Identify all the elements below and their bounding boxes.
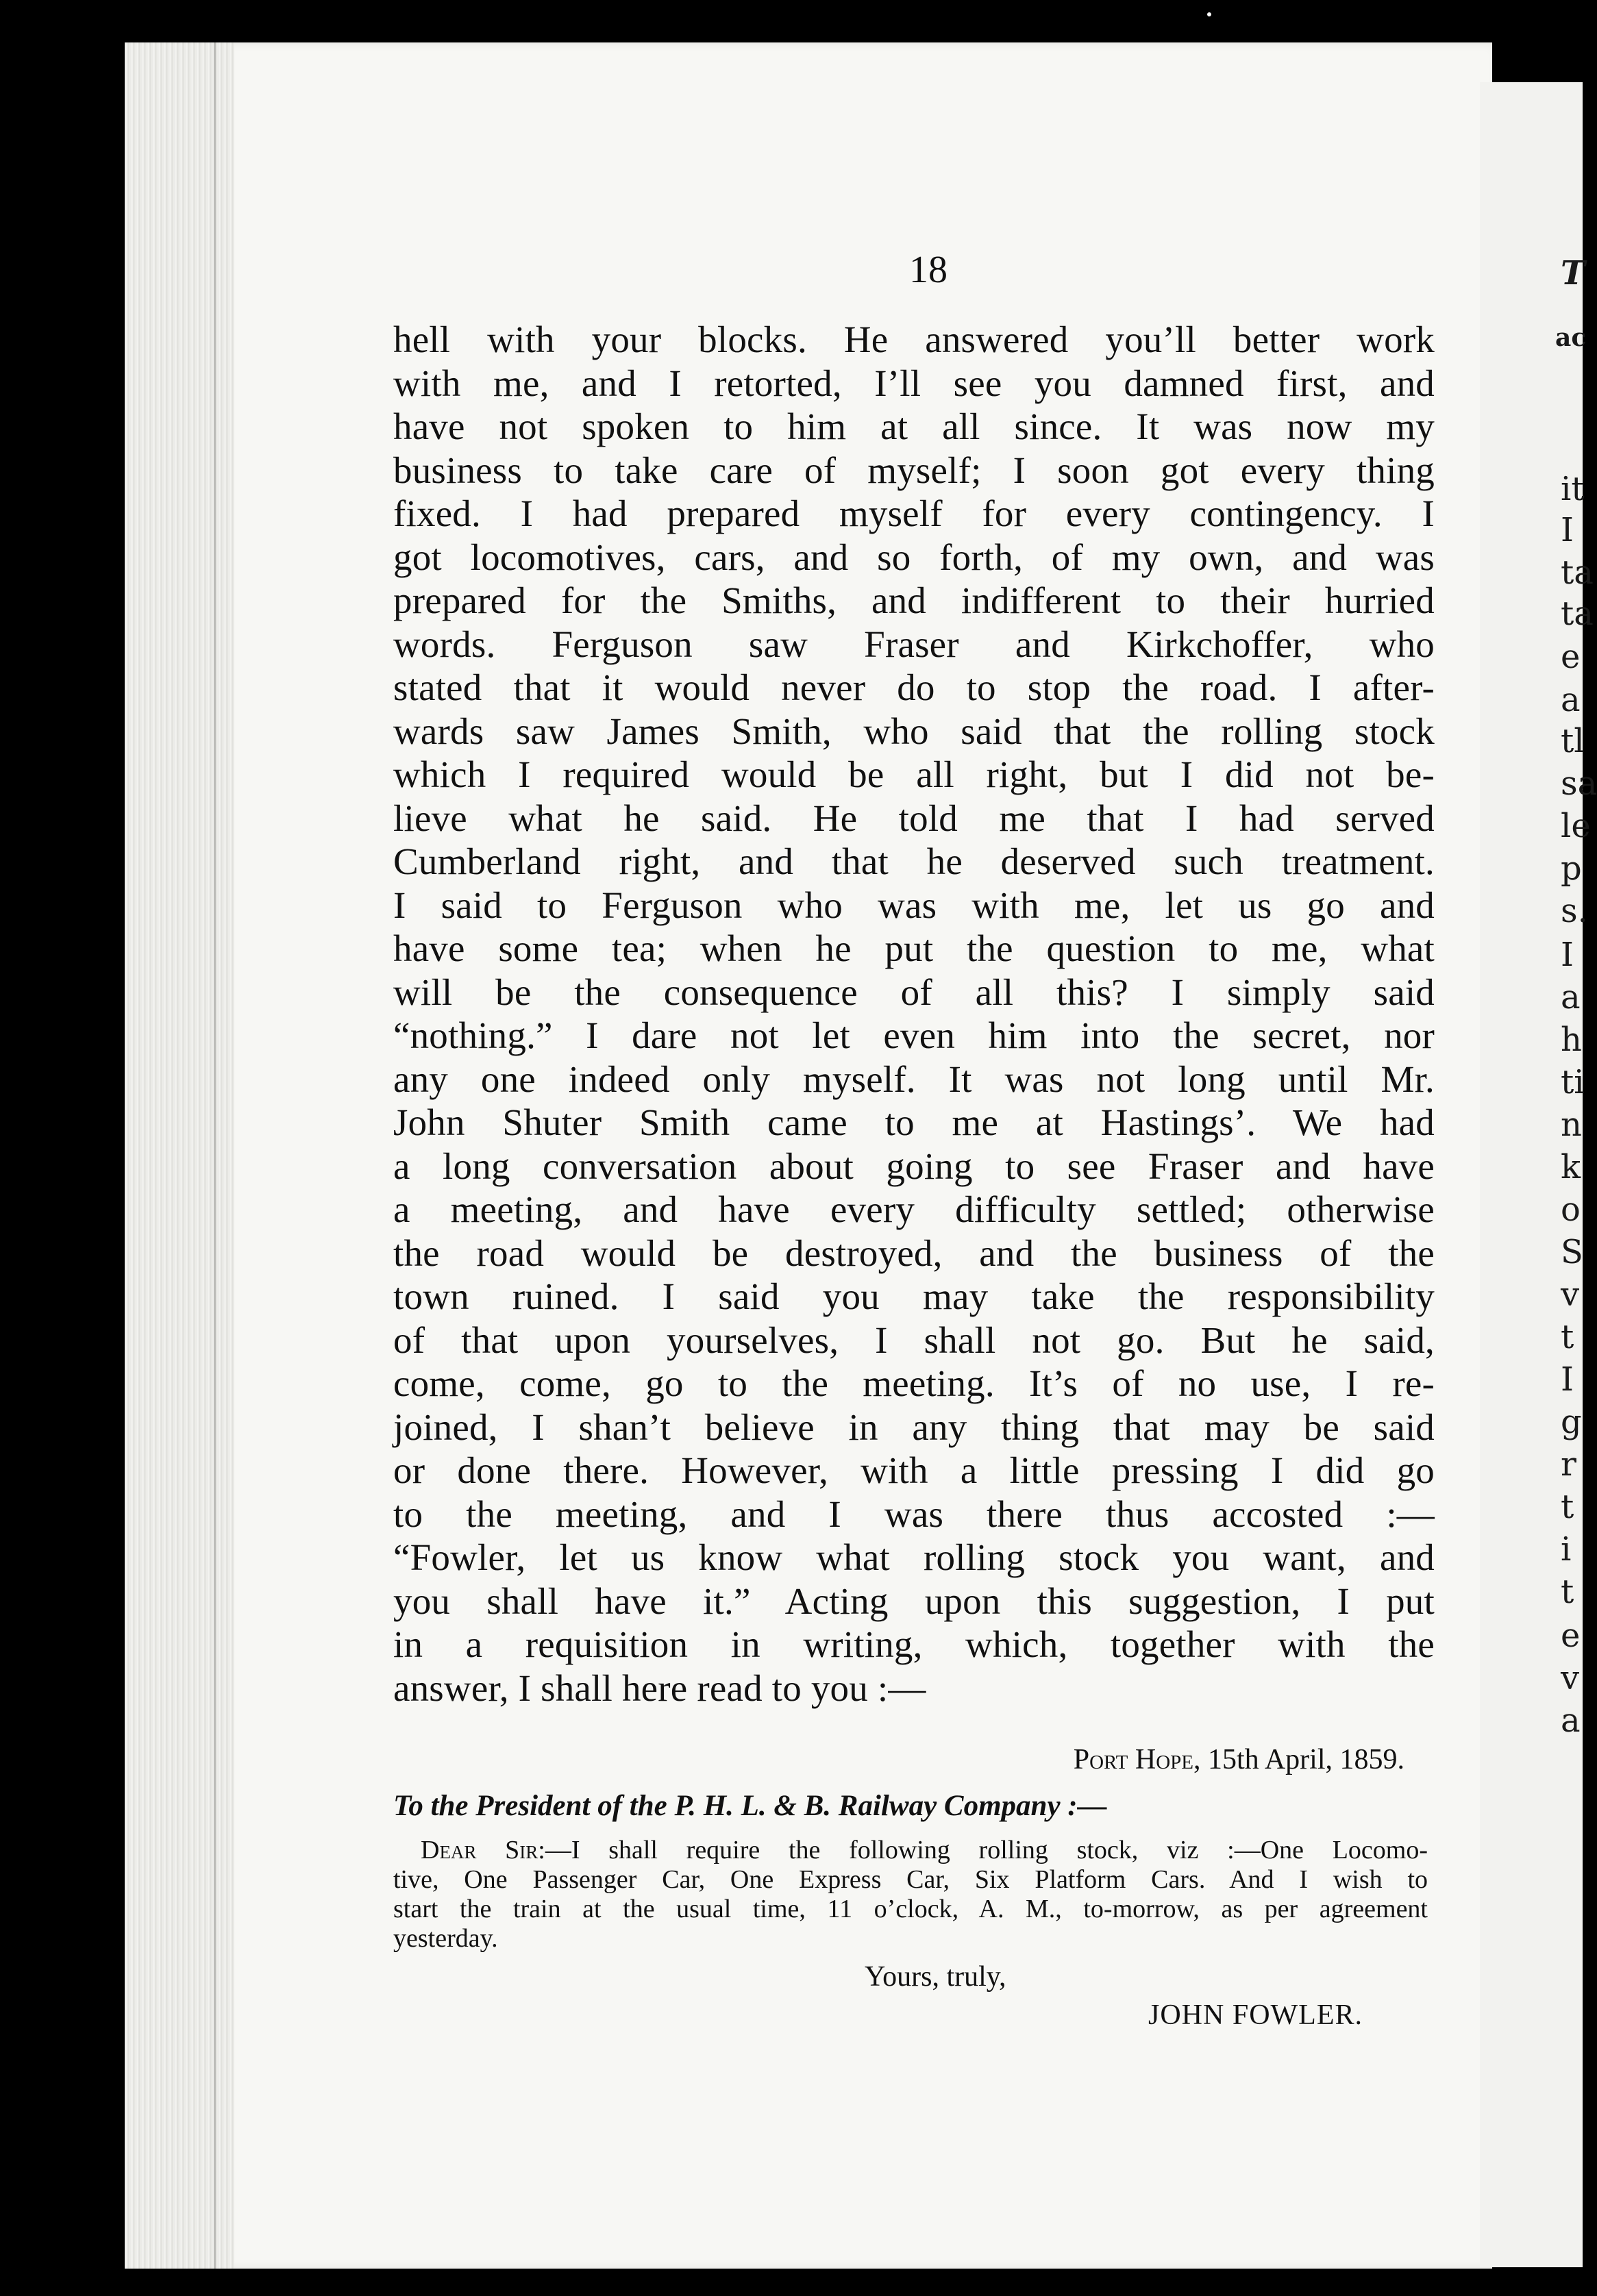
facing-page-fragment: a [1561,681,1581,719]
facing-page-fragment: h [1561,1021,1582,1059]
facing-page-fragment: sa [1561,764,1597,803]
letter-salutation: Dear Sir [421,1836,538,1864]
facing-page-fragment: I [1561,1360,1574,1399]
dateline-place: Port Hope, [1073,1744,1201,1775]
facing-page-fragment: it [1561,470,1585,508]
body-line: of that upon yourselves, I shall not go. But he said, [393,1319,1435,1361]
body-line: you shall have it.” Acting upon this suggestion, I put [393,1580,1435,1622]
facing-page-fragment: k [1561,1148,1581,1186]
letter-line: start the train at the usual time, 11 o’clock, A. M., to-morrow, as per agreement [393,1895,1428,1923]
facing-page-fragment: s. [1561,892,1588,930]
facing-page-fragment: v [1561,1275,1580,1314]
body-line: Cumberland right, and that he deserved such treatment. [393,840,1435,882]
dateline-date: 15th April, 1859. [1207,1744,1404,1775]
body-line: answer, I shall here read to you :— [393,1667,926,1709]
facing-page-fragment: i [1561,1530,1572,1569]
body-line: hell with your blocks. He answered you’ll better work [393,319,1435,360]
body-line: with me, and I retorted, I’ll see you damned first, and [393,362,1435,404]
facing-page-fragment: t [1561,1318,1574,1356]
body-line: a meeting, and have every difficulty settled; otherwise [393,1188,1435,1230]
body-line: any one indeed only myself. It was not long until Mr. [393,1058,1435,1100]
letter-addressee: To the President of the P. H. L. & B. Railway Company :— [393,1790,1107,1822]
facing-page [1480,82,1597,2267]
scan-speck [1207,12,1211,16]
body-line: the road would be destroyed, and the business of the [393,1232,1435,1274]
facing-page-fragment: r [1561,1445,1576,1484]
body-line: lieve what he said. He told me that I had served [393,797,1435,839]
facing-page-fragment: le [1561,807,1591,845]
body-line: a long conversation about going to see Fraser and have [393,1145,1435,1187]
body-text [393,318,1435,1710]
facing-page-fragment: ta [1561,595,1594,633]
facing-page-fragment: t [1561,1488,1574,1526]
body-line: come, come, go to the meeting. It’s of no use, I re- [393,1362,1435,1404]
body-line: wards saw James Smith, who said that the rolling stock [393,710,1435,752]
facing-page-fragment: o [1561,1190,1581,1229]
facing-page-fragment: ta [1561,553,1594,592]
body-line: stated that it would never do to stop the road. I after- [393,666,1435,708]
facing-page-fragment: a [1561,1701,1581,1740]
facing-page-fragment: g [1561,1403,1582,1441]
body-line: which I required would be all right, but I did not be- [393,753,1435,795]
facing-page-fragment: v [1561,1659,1580,1697]
body-line: fixed. I had prepared myself for every contingency. I [393,492,1435,534]
letter-line: yesterday. [393,1924,498,1953]
letter-closing: Yours, truly, [865,1961,1006,1993]
letter-line: tive, One Passenger Car, One Express Car, Six Platform Cars. And I wish to [393,1865,1428,1894]
body-line: in a requisition in writing, which, together with the [393,1623,1435,1665]
letter-signature: JOHN FOWLER. [1148,1999,1363,2031]
facing-page-fragment: e [1561,1617,1581,1655]
body-line: I said to Ferguson who was with me, let us go and [393,884,1435,926]
page-edge-stack [125,42,234,2269]
body-line: will be the consequence of all this? I simply said [393,971,1435,1013]
body-line: joined, I shan’t believe in any thing that may be said [393,1406,1435,1448]
facing-page-fragment: tl [1561,722,1585,760]
body-line: have not spoken to him at all since. It was now my [393,405,1435,447]
body-line: words. Ferguson saw Fraser and Kirkchoffer, who [393,623,1435,665]
body-line: or done there. However, with a little pressing I did go [393,1449,1435,1491]
facing-page-fragment: ac [1555,323,1587,352]
facing-page-fragment: t [1561,1573,1574,1611]
body-line: town ruined. I said you may take the responsibility [393,1275,1435,1317]
body-line: got locomotives, cars, and so forth, of my own, and was [393,536,1435,578]
letter-dateline [993,1743,1404,1776]
body-line: to the meeting, and I was there thus accosted :— [393,1493,1435,1535]
body-line: business to take care of myself; I soon got every thing [393,449,1435,491]
facing-page-fragment: I [1561,936,1574,974]
facing-page-fragment: a [1561,978,1581,1016]
facing-page-fragment: n [1561,1106,1582,1144]
facing-page-fragment: I [1561,511,1574,549]
facing-page-fragment: ti [1561,1063,1585,1101]
body-line: have some tea; when he put the question to me, what [393,927,1435,969]
facing-page-fragment: S [1561,1233,1583,1271]
body-line: prepared for the Smiths, and indifferent to their hurried [393,579,1435,621]
body-line: John Shuter Smith came to me at Hastings’. We had [393,1101,1435,1143]
facing-page-fragment: T [1561,254,1585,292]
page-number: 18 [909,249,948,291]
body-line: “nothing.” I dare not let even him into the secret, nor [393,1014,1435,1056]
letter-body [393,1836,1428,1954]
letter-line [393,1836,1428,1865]
body-line: “Fowler, let us know what rolling stock you want, and [393,1536,1435,1578]
facing-page-fragment: p [1561,849,1582,888]
facing-page-fragment: e [1561,638,1581,676]
letter-line-text: :—I shall require the following rolling stock, viz :—One Locomo- [538,1836,1428,1864]
